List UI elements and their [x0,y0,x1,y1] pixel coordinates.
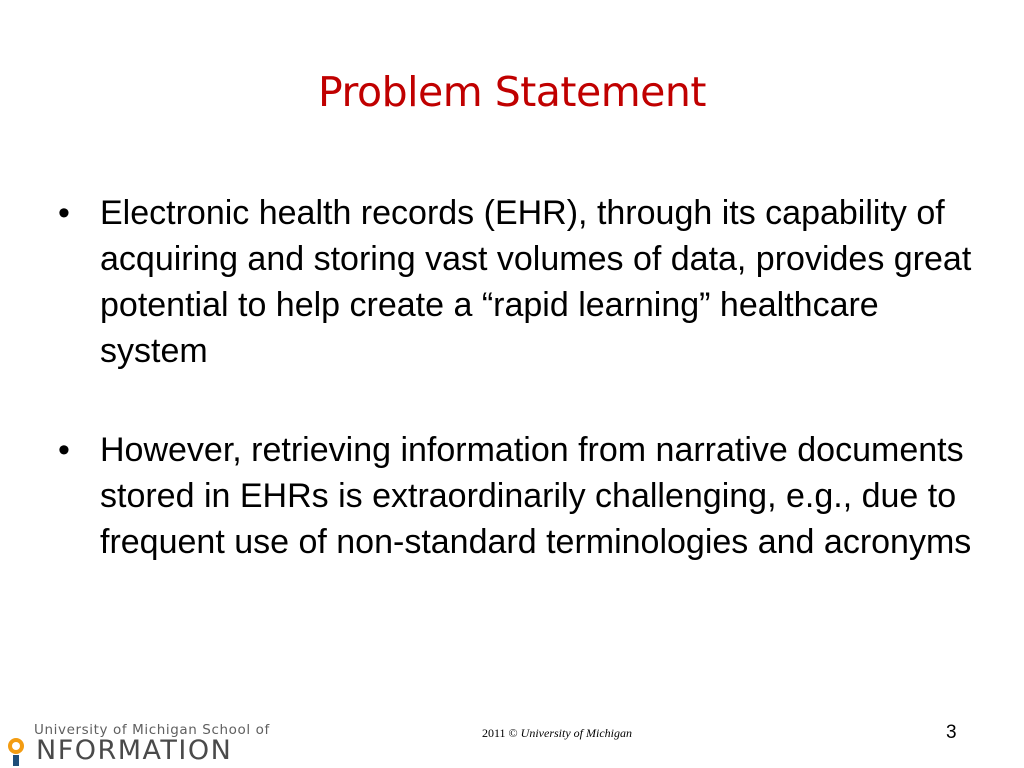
bullet-item-ehr-potential [58,190,978,374]
bullet-marker: • [58,431,70,469]
copyright-year: 2011 © [482,726,518,740]
slide-title: Problem Statement [318,68,706,116]
umsi-logo [4,720,274,766]
bullet-marker: • [58,194,70,232]
logo-school-name: University of Michigan School of [34,722,270,738]
bullet-text: Electronic health records (EHR), through its capability of acquiring and storing vast volumes of data, provides great potential to help create a “rapid learning” healthcare system [100,194,972,370]
logo-information-wordmark: NFORMATION [36,735,233,766]
bullet-item-retrieval-challenge [58,427,978,565]
bullet-text: However, retrieving information from narrative documents stored in EHRs is extraordinarily challenging, e.g., due to frequent use of non-standard terminologies and acronyms [100,431,972,561]
copyright-institution: University of Michigan [520,726,632,740]
footer-copyright [482,726,632,741]
logo-i-icon [4,736,30,766]
page-number: 3 [946,722,957,743]
bullet-list [58,190,978,618]
